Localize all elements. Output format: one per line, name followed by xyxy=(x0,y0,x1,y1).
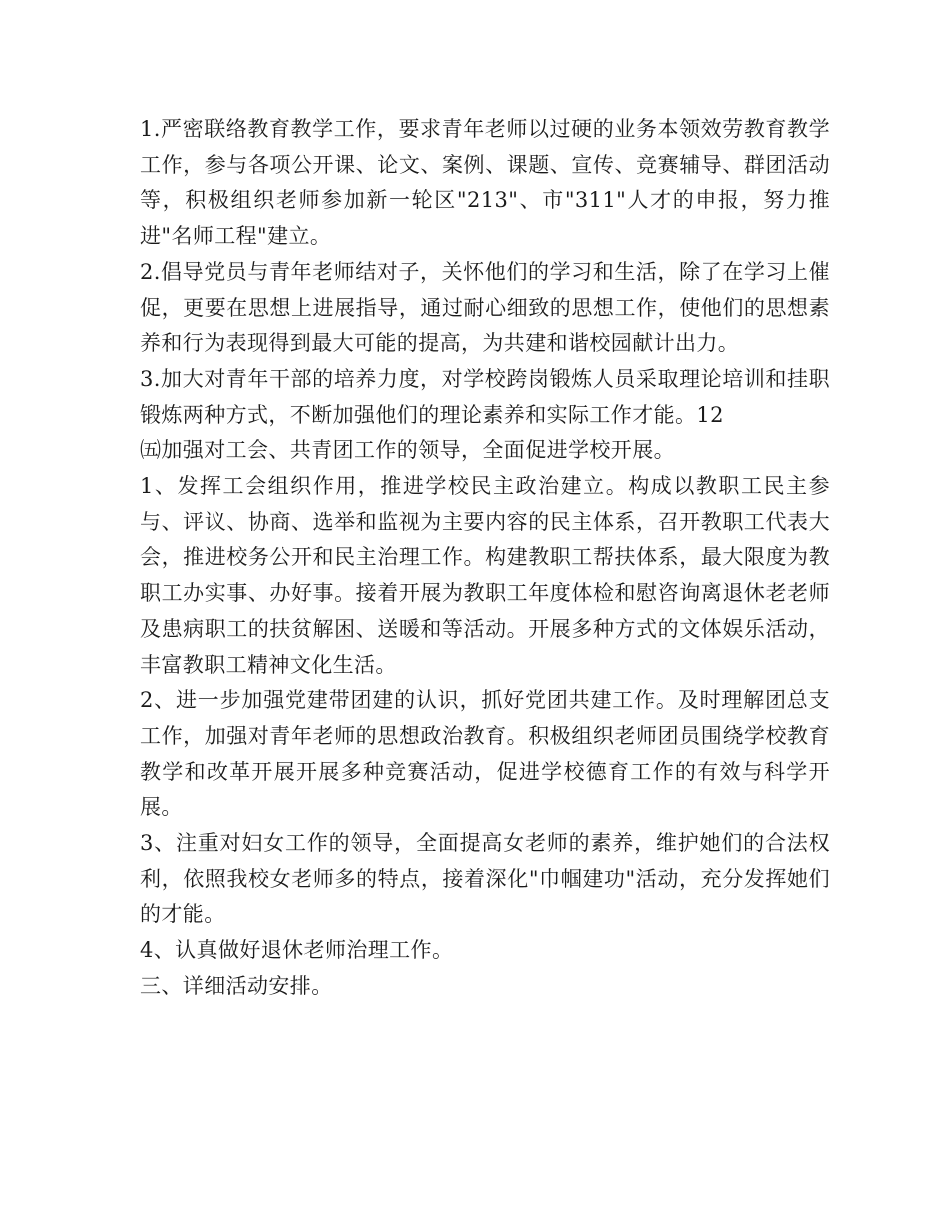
section-heading-3: 三、详细活动安排。 xyxy=(140,973,333,998)
paragraph-2: 2.倡导党员与青年老师结对子，关怀他们的学习和生活，除了在学习上催促，更要在思想上进展指导，通过耐心细致的思想工作，使他们的思想素养和行为表现得到最大可能的提高，为共建和谐校园献计出力。 xyxy=(140,259,830,356)
paragraph-union-1: 1、发挥工会组织作用，推进学校民主政治建立。构成以教职工民主参与、评议、协商、选举和监视为主要内容的民主体系，召开教职工代表大会，推进校务公开和民主治理工作。构建教职工帮扶体系，最大限度为教职工办实事、办好事。接着开展为教职工年度体检和慰咨询离退休老老师及患病职工的扶贫解困、送暖和等活动。开展多种方式的文体娱乐活动，丰富教职工精神文化生活。 xyxy=(140,474,830,677)
paragraph-union-3: 3、注重对妇女工作的领导，全面提高女老师的素养，维护她们的合法权利，依照我校女老师多的特点，接着深化"巾帼建功"活动，充分发挥她们的才能。 xyxy=(140,831,830,927)
paragraph-union-2: 2、进一步加强党建带团建的认识，抓好党团共建工作。及时理解团总支工作，加强对青年老师的思想政治教育。积极组织老师团员围绕学校教育教学和改革开展开展多种竞赛活动，促进学校德育工作的有效与科学开展。 xyxy=(140,688,830,820)
paragraph-3: 3.加大对青年干部的培养力度，对学校跨岗锻炼人员采取理论培训和挂职锻炼两种方式，不断加强他们的理论素养和实际工作才能。12 xyxy=(140,366,830,427)
paragraph-union-4: 4、认真做好退休老师治理工作。 xyxy=(140,938,454,963)
section-heading-5: ㈤加强对工会、共青团工作的领导，全面促进学校开展。 xyxy=(140,438,675,463)
document-body xyxy=(140,112,830,1005)
paragraph-1: 1.严密联络教育教学工作，要求青年老师以过硬的业务本领效劳教育教学工作，参与各项公开课、论文、案例、课题、宣传、竞赛辅导、群团活动等，积极组织老师参加新一轮区"213"、市"311"人才的申报，努力推进"名师工程"建立。 xyxy=(140,117,830,249)
